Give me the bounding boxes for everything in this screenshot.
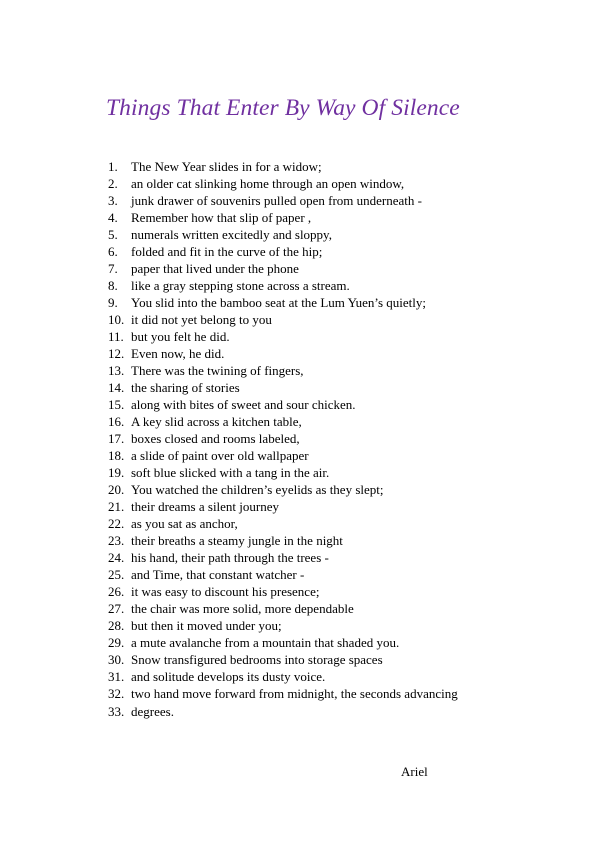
line-text: soft blue slicked with a tang in the air. [131, 465, 330, 481]
poem-line [108, 668, 458, 685]
poem-line [108, 430, 458, 447]
line-number: 25. [108, 567, 125, 583]
line-number: 13. [108, 363, 125, 379]
line-number: 33. [108, 703, 125, 719]
poem-line [108, 379, 458, 396]
line-number: 21. [108, 499, 125, 515]
poem-line [108, 226, 458, 243]
line-text: folded and fit in the curve of the hip; [131, 244, 323, 260]
line-text: as you sat as anchor, [131, 516, 238, 532]
poem-line [108, 583, 458, 600]
poem-line [108, 617, 458, 634]
line-text: The New Year slides in for a widow; [131, 159, 322, 174]
line-text: their breaths a steamy jungle in the night [131, 533, 343, 549]
line-number: 12. [108, 346, 125, 362]
line-text: an older cat slinking home through an open window, [131, 176, 405, 192]
line-number: 32. [108, 686, 125, 702]
line-number: 5. [108, 227, 118, 243]
poem-line [108, 175, 458, 192]
line-text: but then it moved under you; [131, 618, 282, 634]
line-text: degrees. [131, 703, 174, 719]
line-text: numerals written excitedly and sloppy, [131, 227, 332, 243]
line-text: paper that lived under the phone [131, 261, 299, 277]
line-number: 18. [108, 448, 125, 464]
poem-line [108, 447, 458, 464]
line-number: 6. [108, 244, 118, 260]
poem-line [108, 362, 458, 379]
line-number: 22. [108, 516, 125, 532]
line-number: 2. [108, 176, 118, 192]
poem-line [108, 481, 458, 498]
line-text: like a gray stepping stone across a stream. [131, 278, 350, 294]
line-text: but you felt he did. [131, 329, 230, 345]
line-number: 10. [108, 312, 125, 328]
line-text: boxes closed and rooms labeled, [131, 431, 300, 447]
line-number: 4. [108, 210, 118, 226]
poem-line [108, 243, 458, 260]
poem-line [108, 396, 458, 413]
poem-line [108, 498, 458, 515]
line-text: along with bites of sweet and sour chicken. [131, 397, 356, 413]
poem-line [108, 515, 458, 532]
line-text: the sharing of stories [131, 380, 240, 396]
poem-line [108, 209, 458, 226]
line-text: junk drawer of souvenirs pulled open from underneath - [131, 193, 422, 209]
line-number: 28. [108, 618, 125, 634]
line-number: 14. [108, 380, 125, 396]
line-number: 11. [108, 329, 124, 345]
line-number: 19. [108, 465, 125, 481]
line-number: 1. [108, 159, 118, 174]
poem-line [108, 277, 458, 294]
poem-line [108, 311, 458, 328]
line-text: A key slid across a kitchen table, [131, 414, 302, 430]
author-signature: Ariel [401, 764, 428, 779]
line-text: and Time, that constant watcher - [131, 567, 305, 583]
poem-title: Things That Enter By Way Of Silence [106, 95, 460, 121]
line-text: the chair was more solid, more dependable [131, 601, 354, 617]
line-number: 8. [108, 278, 118, 294]
poem-line [108, 703, 458, 720]
line-number: 29. [108, 635, 125, 651]
line-number: 9. [108, 295, 118, 311]
line-text: his hand, their path through the trees - [131, 550, 329, 566]
line-number: 30. [108, 652, 125, 668]
line-number: 7. [108, 261, 118, 277]
line-text: You slid into the bamboo seat at the Lum Yuen’s quietly; [131, 295, 427, 311]
line-number: 3. [108, 193, 118, 209]
poem-line [108, 685, 458, 702]
poem-lines [108, 158, 458, 720]
line-text: two hand move forward from midnight, the seconds advancing [131, 686, 458, 702]
line-text: and solitude develops its dusty voice. [131, 669, 326, 685]
line-number: 24. [108, 550, 125, 566]
line-text: You watched the children’s eyelids as they slept; [131, 482, 384, 498]
poem-line [108, 600, 458, 617]
line-number: 20. [108, 482, 125, 498]
line-number: 17. [108, 431, 125, 447]
line-number: 15. [108, 397, 125, 413]
line-text: it did not yet belong to you [131, 312, 272, 328]
poem-line [108, 413, 458, 430]
line-text: Remember how that slip of paper , [131, 210, 312, 226]
line-number: 26. [108, 584, 125, 600]
line-number: 16. [108, 414, 125, 430]
poem-line [108, 532, 458, 549]
poem-line [108, 294, 458, 311]
poem-line [108, 566, 458, 583]
poem-line [108, 651, 458, 668]
line-number: 27. [108, 601, 125, 617]
line-text: their dreams a silent journey [131, 499, 280, 515]
line-text: it was easy to discount his presence; [131, 584, 320, 600]
line-text: There was the twining of fingers, [131, 363, 304, 379]
poem-line [108, 158, 458, 175]
line-text: Even now, he did. [131, 346, 225, 362]
line-number: 31. [108, 669, 125, 685]
line-text: a mute avalanche from a mountain that shaded you. [131, 635, 400, 651]
poem-line [108, 549, 458, 566]
line-text: a slide of paint over old wallpaper [131, 448, 309, 464]
poem-line [108, 464, 458, 481]
line-text: Snow transfigured bedrooms into storage spaces [131, 652, 383, 668]
poem-line [108, 260, 458, 277]
poem-line [108, 634, 458, 651]
poem-line [108, 328, 458, 345]
line-number: 23. [108, 533, 125, 549]
poem-line [108, 345, 458, 362]
poem-line [108, 192, 458, 209]
